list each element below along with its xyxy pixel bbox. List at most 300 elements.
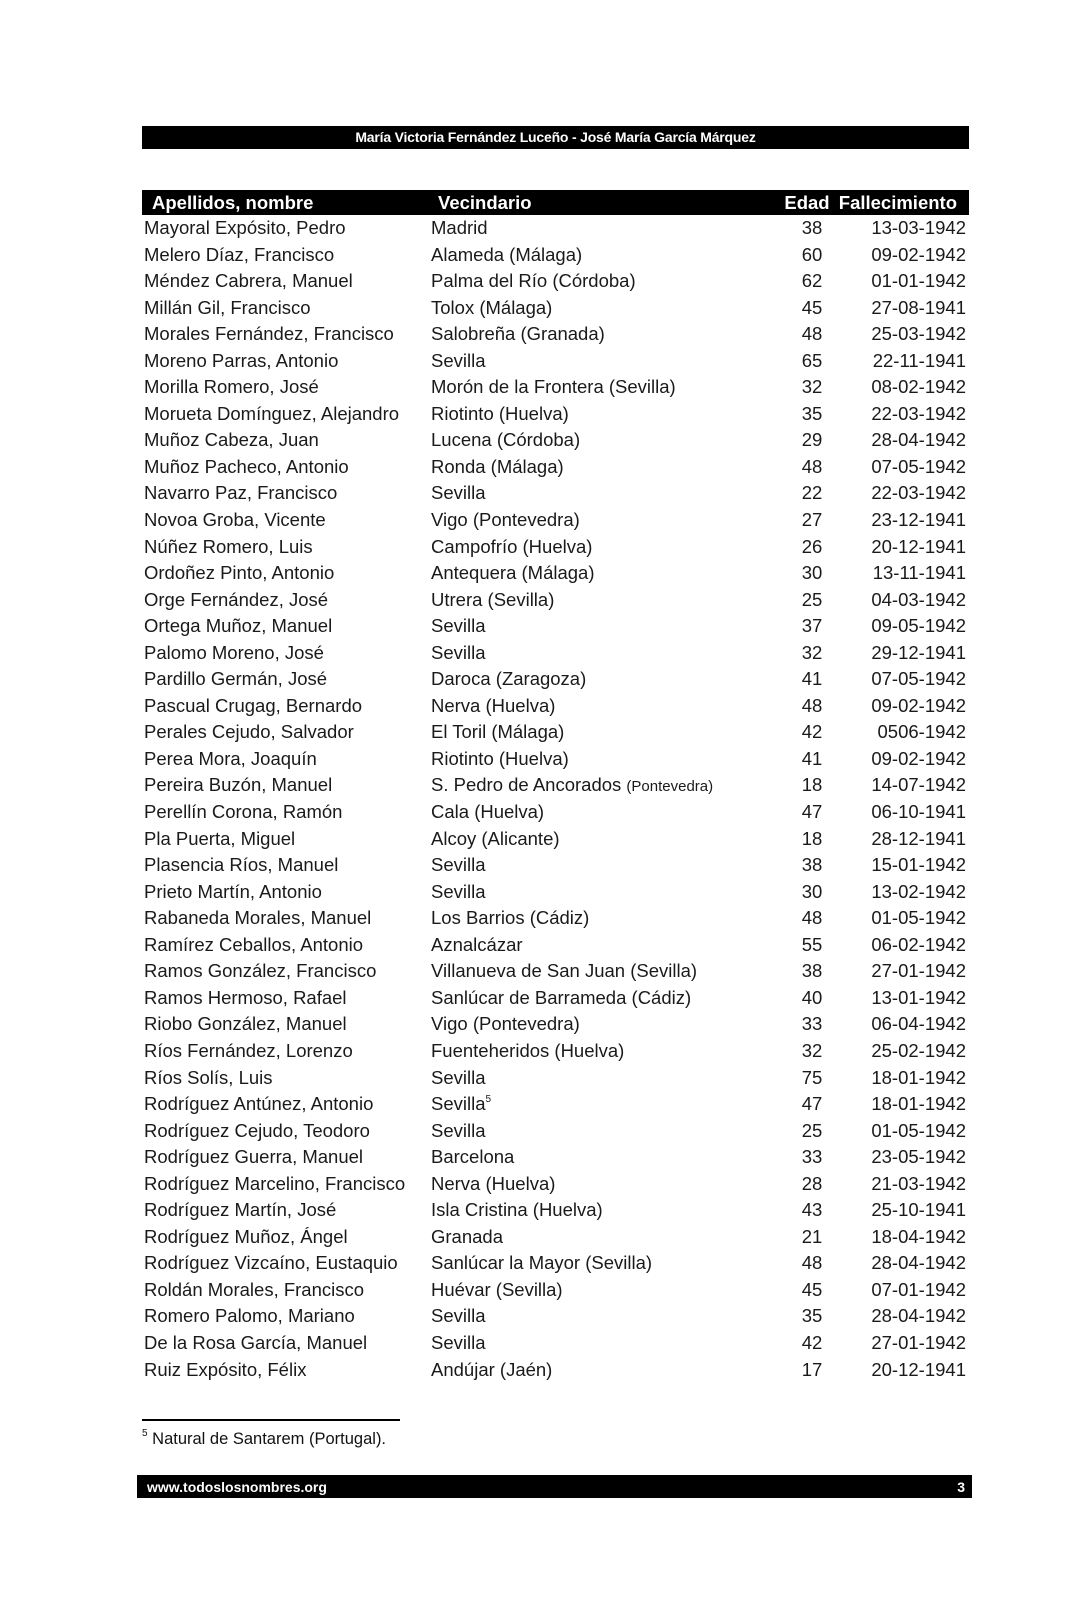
cell-date-text: 09-05-1942 (871, 615, 966, 637)
cell-date-text: 18-01-1942 (871, 1066, 966, 1088)
cell-place (428, 1250, 757, 1277)
cell-place (428, 693, 757, 720)
cell-age-text: 55 (801, 933, 823, 955)
table-row (142, 1091, 969, 1118)
cell-place-text: S. Pedro de Ancorados (431, 774, 622, 796)
cell-name (142, 932, 428, 959)
cell-place (428, 613, 757, 640)
cell-date-text: 09-02-1942 (871, 747, 966, 769)
cell-date-text: 25-03-1942 (871, 323, 966, 345)
table-row (142, 1357, 969, 1384)
table-header (142, 190, 969, 215)
table-row (142, 932, 969, 959)
cell-age-text: 41 (801, 747, 823, 769)
cell-place (428, 1224, 757, 1251)
cell-date (837, 958, 969, 985)
cell-date (837, 1224, 969, 1251)
cell-name-text: Mayoral Expósito, Pedro (144, 217, 346, 238)
cell-age (757, 295, 837, 322)
footnote-reference[interactable]: 5 (485, 1094, 492, 1106)
cell-date-text: 21-03-1942 (871, 1172, 966, 1194)
cell-name-text: Orge Fernández, José (144, 588, 329, 610)
cell-age-text: 33 (801, 1013, 823, 1035)
cell-age (757, 1118, 837, 1145)
cell-date-text: 28-04-1942 (871, 1305, 966, 1327)
cell-place (428, 905, 757, 932)
cell-date (837, 666, 969, 693)
cell-name-text: Ramos Hermoso, Rafael (144, 986, 347, 1008)
cell-name (142, 613, 428, 640)
cell-name (142, 507, 428, 534)
cell-date (837, 560, 969, 587)
cell-age-text: 47 (801, 801, 823, 823)
cell-place (428, 1065, 757, 1092)
table-row (142, 640, 969, 667)
cell-name-text: Ramos González, Francisco (144, 960, 377, 982)
cell-age (757, 374, 837, 401)
website-link[interactable]: www.todoslosnombres.org (147, 1479, 327, 1495)
cell-date (837, 1091, 969, 1118)
cell-date (837, 587, 969, 614)
cell-date-text: 09-02-1942 (871, 694, 966, 716)
deaths-table (142, 190, 969, 1383)
cell-place (428, 746, 757, 773)
footnote-divider (142, 1419, 400, 1421)
cell-name-text: Morilla Romero, José (144, 376, 319, 398)
cell-name (142, 295, 428, 322)
cell-date-text: 06-04-1942 (871, 1013, 966, 1035)
cell-date-text: 27-01-1942 (871, 960, 966, 982)
cell-age-text: 22 (801, 482, 823, 504)
cell-age (757, 1357, 837, 1384)
cell-name-text: Perellín Corona, Ramón (144, 801, 343, 823)
cell-place-text: Palma del Río (Córdoba) (431, 270, 636, 292)
cell-date (837, 1171, 969, 1198)
cell-place-text: Andújar (Jaén) (431, 1358, 553, 1380)
table-row (142, 507, 969, 534)
cell-date-text: 27-01-1942 (871, 1331, 966, 1353)
table-row (142, 242, 969, 269)
table-row (142, 1171, 969, 1198)
cell-age-text: 48 (801, 323, 823, 345)
cell-age (757, 1330, 837, 1357)
table-row (142, 693, 969, 720)
cell-date (837, 1357, 969, 1384)
cell-age-text: 38 (801, 960, 823, 982)
cell-name-text: Prieto Martín, Antonio (144, 880, 322, 902)
cell-place (428, 427, 757, 454)
cell-place-text: Antequera (Málaga) (431, 562, 595, 584)
table-row (142, 268, 969, 295)
cell-place-text: Sevilla (431, 615, 486, 637)
cell-date (837, 932, 969, 959)
cell-date-text: 13-01-1942 (871, 986, 966, 1008)
table-row (142, 1224, 969, 1251)
table-row (142, 1277, 969, 1304)
cell-age-text: 48 (801, 455, 823, 477)
cell-place (428, 640, 757, 667)
cell-name-text: Riobo González, Manuel (144, 1013, 347, 1035)
cell-age (757, 826, 837, 853)
cell-place (428, 587, 757, 614)
table-row (142, 348, 969, 375)
cell-age-text: 21 (801, 1225, 823, 1247)
cell-name (142, 480, 428, 507)
cell-place-text: Sevilla (431, 1331, 486, 1353)
cell-name (142, 534, 428, 561)
table-row (142, 1250, 969, 1277)
cell-name (142, 719, 428, 746)
cell-age (757, 640, 837, 667)
cell-date-text: 06-10-1941 (871, 801, 966, 823)
cell-place-text: Nerva (Huelva) (431, 1172, 556, 1194)
cell-place (428, 215, 757, 242)
cell-name-text: Moreno Parras, Antonio (144, 349, 339, 371)
cell-date-text: 13-11-1941 (872, 562, 966, 584)
cell-age (757, 1091, 837, 1118)
cell-date (837, 1065, 969, 1092)
cell-place-text: Fuenteheridos (Huelva) (431, 1039, 625, 1061)
cell-place-text: Utrera (Sevilla) (431, 588, 555, 610)
cell-date (837, 534, 969, 561)
cell-age (757, 507, 837, 534)
table-row (142, 1011, 969, 1038)
cell-age-text: 38 (801, 217, 823, 238)
cell-date-text: 27-08-1941 (871, 296, 966, 318)
cell-name-text: Perales Cejudo, Salvador (144, 721, 354, 743)
cell-name-text: Muñoz Cabeza, Juan (144, 429, 319, 451)
cell-age-text: 33 (801, 1146, 823, 1168)
cell-date (837, 1303, 969, 1330)
cell-age (757, 1197, 837, 1224)
cell-name (142, 1224, 428, 1251)
cell-place (428, 480, 757, 507)
cell-age (757, 1038, 837, 1065)
cell-date-text: 01-01-1942 (871, 270, 966, 292)
cell-age-text: 30 (801, 562, 823, 584)
cell-date (837, 852, 969, 879)
cell-age (757, 958, 837, 985)
cell-name (142, 1144, 428, 1171)
cell-place (428, 1118, 757, 1145)
cell-age-text: 27 (801, 509, 823, 531)
cell-date-text: 07-05-1942 (871, 668, 966, 690)
cell-name-text: Pereira Buzón, Manuel (144, 774, 333, 796)
table-row (142, 772, 969, 799)
cell-place-text: Cala (Huelva) (431, 801, 545, 823)
cell-place (428, 958, 757, 985)
cell-date (837, 374, 969, 401)
cell-place (428, 1171, 757, 1198)
table-row (142, 401, 969, 428)
cell-name (142, 693, 428, 720)
cell-date (837, 772, 969, 799)
cell-place (428, 348, 757, 375)
cell-place-text: Lucena (Córdoba) (431, 429, 581, 451)
cell-date (837, 879, 969, 906)
cell-name (142, 348, 428, 375)
cell-place (428, 1357, 757, 1384)
cell-date-text: 01-05-1942 (871, 1119, 966, 1141)
cell-age-text: 18 (801, 827, 823, 849)
cell-place (428, 454, 757, 481)
cell-place (428, 374, 757, 401)
cell-name-text: Ríos Solís, Luis (144, 1066, 273, 1088)
cell-name-text: Novoa Groba, Vicente (144, 509, 326, 531)
cell-place-province: (Pontevedra) (626, 778, 714, 796)
cell-place (428, 507, 757, 534)
cell-age (757, 932, 837, 959)
table-row (142, 295, 969, 322)
cell-age (757, 401, 837, 428)
cell-date-text: 22-11-1941 (872, 349, 966, 371)
cell-place-text: Madrid (431, 217, 488, 238)
table-row (142, 454, 969, 481)
cell-age (757, 905, 837, 932)
cell-place-text: Sevilla (431, 1093, 486, 1115)
table-row (142, 1144, 969, 1171)
cell-place (428, 772, 757, 799)
cell-age (757, 480, 837, 507)
page-footer (137, 1475, 972, 1498)
cell-age-text: 25 (801, 1119, 823, 1141)
cell-date (837, 1144, 969, 1171)
cell-place-text: Villanueva de San Juan (Sevilla) (431, 960, 698, 982)
table-row (142, 480, 969, 507)
table-row (142, 799, 969, 826)
cell-date (837, 1250, 969, 1277)
table-row (142, 879, 969, 906)
cell-name-text: Ruiz Expósito, Félix (144, 1358, 307, 1380)
table-row (142, 1038, 969, 1065)
cell-name (142, 905, 428, 932)
cell-date (837, 507, 969, 534)
cell-name-text: Millán Gil, Francisco (144, 296, 311, 318)
column-header-place: Vecindario (438, 192, 532, 213)
cell-name-text: Palomo Moreno, José (144, 641, 324, 663)
cell-place (428, 1330, 757, 1357)
footnote-marker: 5 (142, 1428, 148, 1439)
cell-date (837, 427, 969, 454)
cell-name-text: Ríos Fernández, Lorenzo (144, 1039, 353, 1061)
cell-date (837, 985, 969, 1012)
cell-place (428, 321, 757, 348)
cell-age (757, 587, 837, 614)
cell-place (428, 799, 757, 826)
cell-age-text: 28 (801, 1172, 823, 1194)
authors-title: María Victoria Fernández Luceño - José María García Márquez (355, 129, 756, 145)
table-row (142, 374, 969, 401)
cell-date-text: 28-04-1942 (871, 429, 966, 451)
cell-place (428, 1011, 757, 1038)
table-body (142, 215, 969, 1383)
cell-name (142, 640, 428, 667)
cell-name (142, 958, 428, 985)
cell-place (428, 1303, 757, 1330)
cell-name (142, 268, 428, 295)
cell-age (757, 348, 837, 375)
cell-name (142, 1277, 428, 1304)
table-row (142, 746, 969, 773)
table-row (142, 1118, 969, 1145)
cell-name-text: Ordoñez Pinto, Antonio (144, 562, 335, 584)
cell-age-text: 45 (801, 1278, 823, 1300)
table-row (142, 958, 969, 985)
cell-name-text: Muñoz Pacheco, Antonio (144, 455, 349, 477)
cell-place-text: Isla Cristina (Huelva) (431, 1199, 603, 1221)
cell-date (837, 454, 969, 481)
cell-date (837, 799, 969, 826)
cell-name (142, 985, 428, 1012)
cell-name (142, 215, 428, 242)
cell-age-text: 48 (801, 1252, 823, 1274)
cell-date-text: 15-01-1942 (871, 854, 966, 876)
cell-name-text: Rodríguez Muñoz, Ángel (144, 1225, 348, 1247)
cell-place (428, 1277, 757, 1304)
cell-place-text: Aznalcázar (431, 933, 523, 955)
cell-name (142, 666, 428, 693)
cell-age-text: 32 (801, 1039, 823, 1061)
table-row (142, 321, 969, 348)
cell-date (837, 242, 969, 269)
cell-name-text: Rodríguez Antúnez, Antonio (144, 1093, 374, 1115)
cell-age-text: 25 (801, 588, 823, 610)
cell-place-text: Tolox (Málaga) (431, 296, 553, 318)
cell-age (757, 560, 837, 587)
cell-age (757, 719, 837, 746)
cell-age (757, 1303, 837, 1330)
table-row (142, 719, 969, 746)
cell-date (837, 268, 969, 295)
cell-name-text: Perea Mora, Joaquín (144, 747, 317, 769)
cell-name (142, 560, 428, 587)
cell-date (837, 746, 969, 773)
cell-name-text: Rodríguez Martín, José (144, 1199, 337, 1221)
cell-name (142, 1091, 428, 1118)
cell-date (837, 1197, 969, 1224)
cell-date (837, 1038, 969, 1065)
cell-age-text: 32 (801, 376, 823, 398)
table-row (142, 587, 969, 614)
cell-date (837, 1011, 969, 1038)
cell-name (142, 1065, 428, 1092)
cell-date (837, 480, 969, 507)
cell-name-text: Méndez Cabrera, Manuel (144, 270, 353, 292)
cell-date-text: 14-07-1942 (871, 774, 966, 796)
cell-age-text: 29 (801, 429, 823, 451)
table-row (142, 1065, 969, 1092)
cell-age (757, 985, 837, 1012)
cell-place-text: Alcoy (Alicante) (431, 827, 560, 849)
cell-place-text: Ronda (Málaga) (431, 455, 564, 477)
cell-place (428, 1197, 757, 1224)
cell-name-text: Núñez Romero, Luis (144, 535, 313, 557)
cell-name-text: Morales Fernández, Francisco (144, 323, 394, 345)
cell-age (757, 321, 837, 348)
cell-name-text: Morueta Domínguez, Alejandro (144, 402, 400, 424)
table-row (142, 1197, 969, 1224)
cell-age-text: 43 (801, 1199, 823, 1221)
cell-date (837, 693, 969, 720)
cell-date (837, 719, 969, 746)
cell-place-text: Sevilla (431, 349, 486, 371)
cell-date (837, 640, 969, 667)
cell-place-text: Alameda (Málaga) (431, 243, 583, 265)
cell-age (757, 1144, 837, 1171)
cell-place (428, 719, 757, 746)
cell-place (428, 295, 757, 322)
cell-place-text: Sevilla (431, 1066, 486, 1088)
cell-name (142, 852, 428, 879)
cell-place-text: Sevilla (431, 641, 486, 663)
cell-place-text: Sevilla (431, 1305, 486, 1327)
cell-age (757, 1250, 837, 1277)
cell-place-text: Campofrío (Huelva) (431, 535, 593, 557)
cell-age (757, 1171, 837, 1198)
cell-age-text: 65 (801, 349, 823, 371)
cell-name (142, 746, 428, 773)
cell-name-text: Pascual Crugag, Bernardo (144, 694, 363, 716)
cell-place (428, 932, 757, 959)
cell-place (428, 666, 757, 693)
column-header-name: Apellidos, nombre (152, 192, 314, 213)
cell-date-text: 18-01-1942 (871, 1093, 966, 1115)
cell-date-text: 18-04-1942 (871, 1225, 966, 1247)
cell-age (757, 454, 837, 481)
cell-age (757, 1224, 837, 1251)
cell-place-text: Salobreña (Granada) (431, 323, 605, 345)
cell-place-text: Sanlúcar de Barrameda (Cádiz) (431, 986, 692, 1008)
cell-name (142, 1250, 428, 1277)
table-row (142, 666, 969, 693)
cell-place (428, 879, 757, 906)
cell-date (837, 905, 969, 932)
cell-name-text: Navarro Paz, Francisco (144, 482, 338, 504)
cell-date (837, 1277, 969, 1304)
cell-age-text: 45 (801, 296, 823, 318)
cell-age (757, 427, 837, 454)
table-row (142, 560, 969, 587)
cell-name (142, 1197, 428, 1224)
cell-date-text: 23-05-1942 (871, 1146, 966, 1168)
cell-name-text: De la Rosa García, Manuel (144, 1331, 368, 1353)
cell-name (142, 427, 428, 454)
cell-date-text: 09-02-1942 (871, 243, 966, 265)
column-header-date: Fallecimiento (838, 192, 957, 213)
cell-place-text: Sevilla (431, 1119, 486, 1141)
cell-place-text: Sevilla (431, 482, 486, 504)
cell-date (837, 401, 969, 428)
cell-age (757, 215, 837, 242)
cell-place (428, 401, 757, 428)
cell-name-text: Rodríguez Vizcaíno, Eustaquio (144, 1252, 398, 1274)
page-number: 3 (957, 1479, 965, 1495)
cell-name-text: Pla Puerta, Miguel (144, 827, 296, 849)
cell-name-text: Romero Palomo, Mariano (144, 1305, 355, 1327)
cell-date-text: 01-05-1942 (871, 907, 966, 929)
cell-date-text: 20-12-1941 (871, 1358, 966, 1380)
cell-name (142, 454, 428, 481)
table-row (142, 852, 969, 879)
cell-age-text: 17 (801, 1358, 823, 1380)
cell-age (757, 1011, 837, 1038)
footnote-text: Natural de Santarem (Portugal). (152, 1430, 387, 1448)
cell-date-text: 25-02-1942 (871, 1039, 966, 1061)
cell-date-text: 28-12-1941 (871, 827, 966, 849)
cell-age-text: 42 (801, 1331, 823, 1353)
cell-age-text: 18 (801, 774, 823, 796)
cell-name (142, 799, 428, 826)
